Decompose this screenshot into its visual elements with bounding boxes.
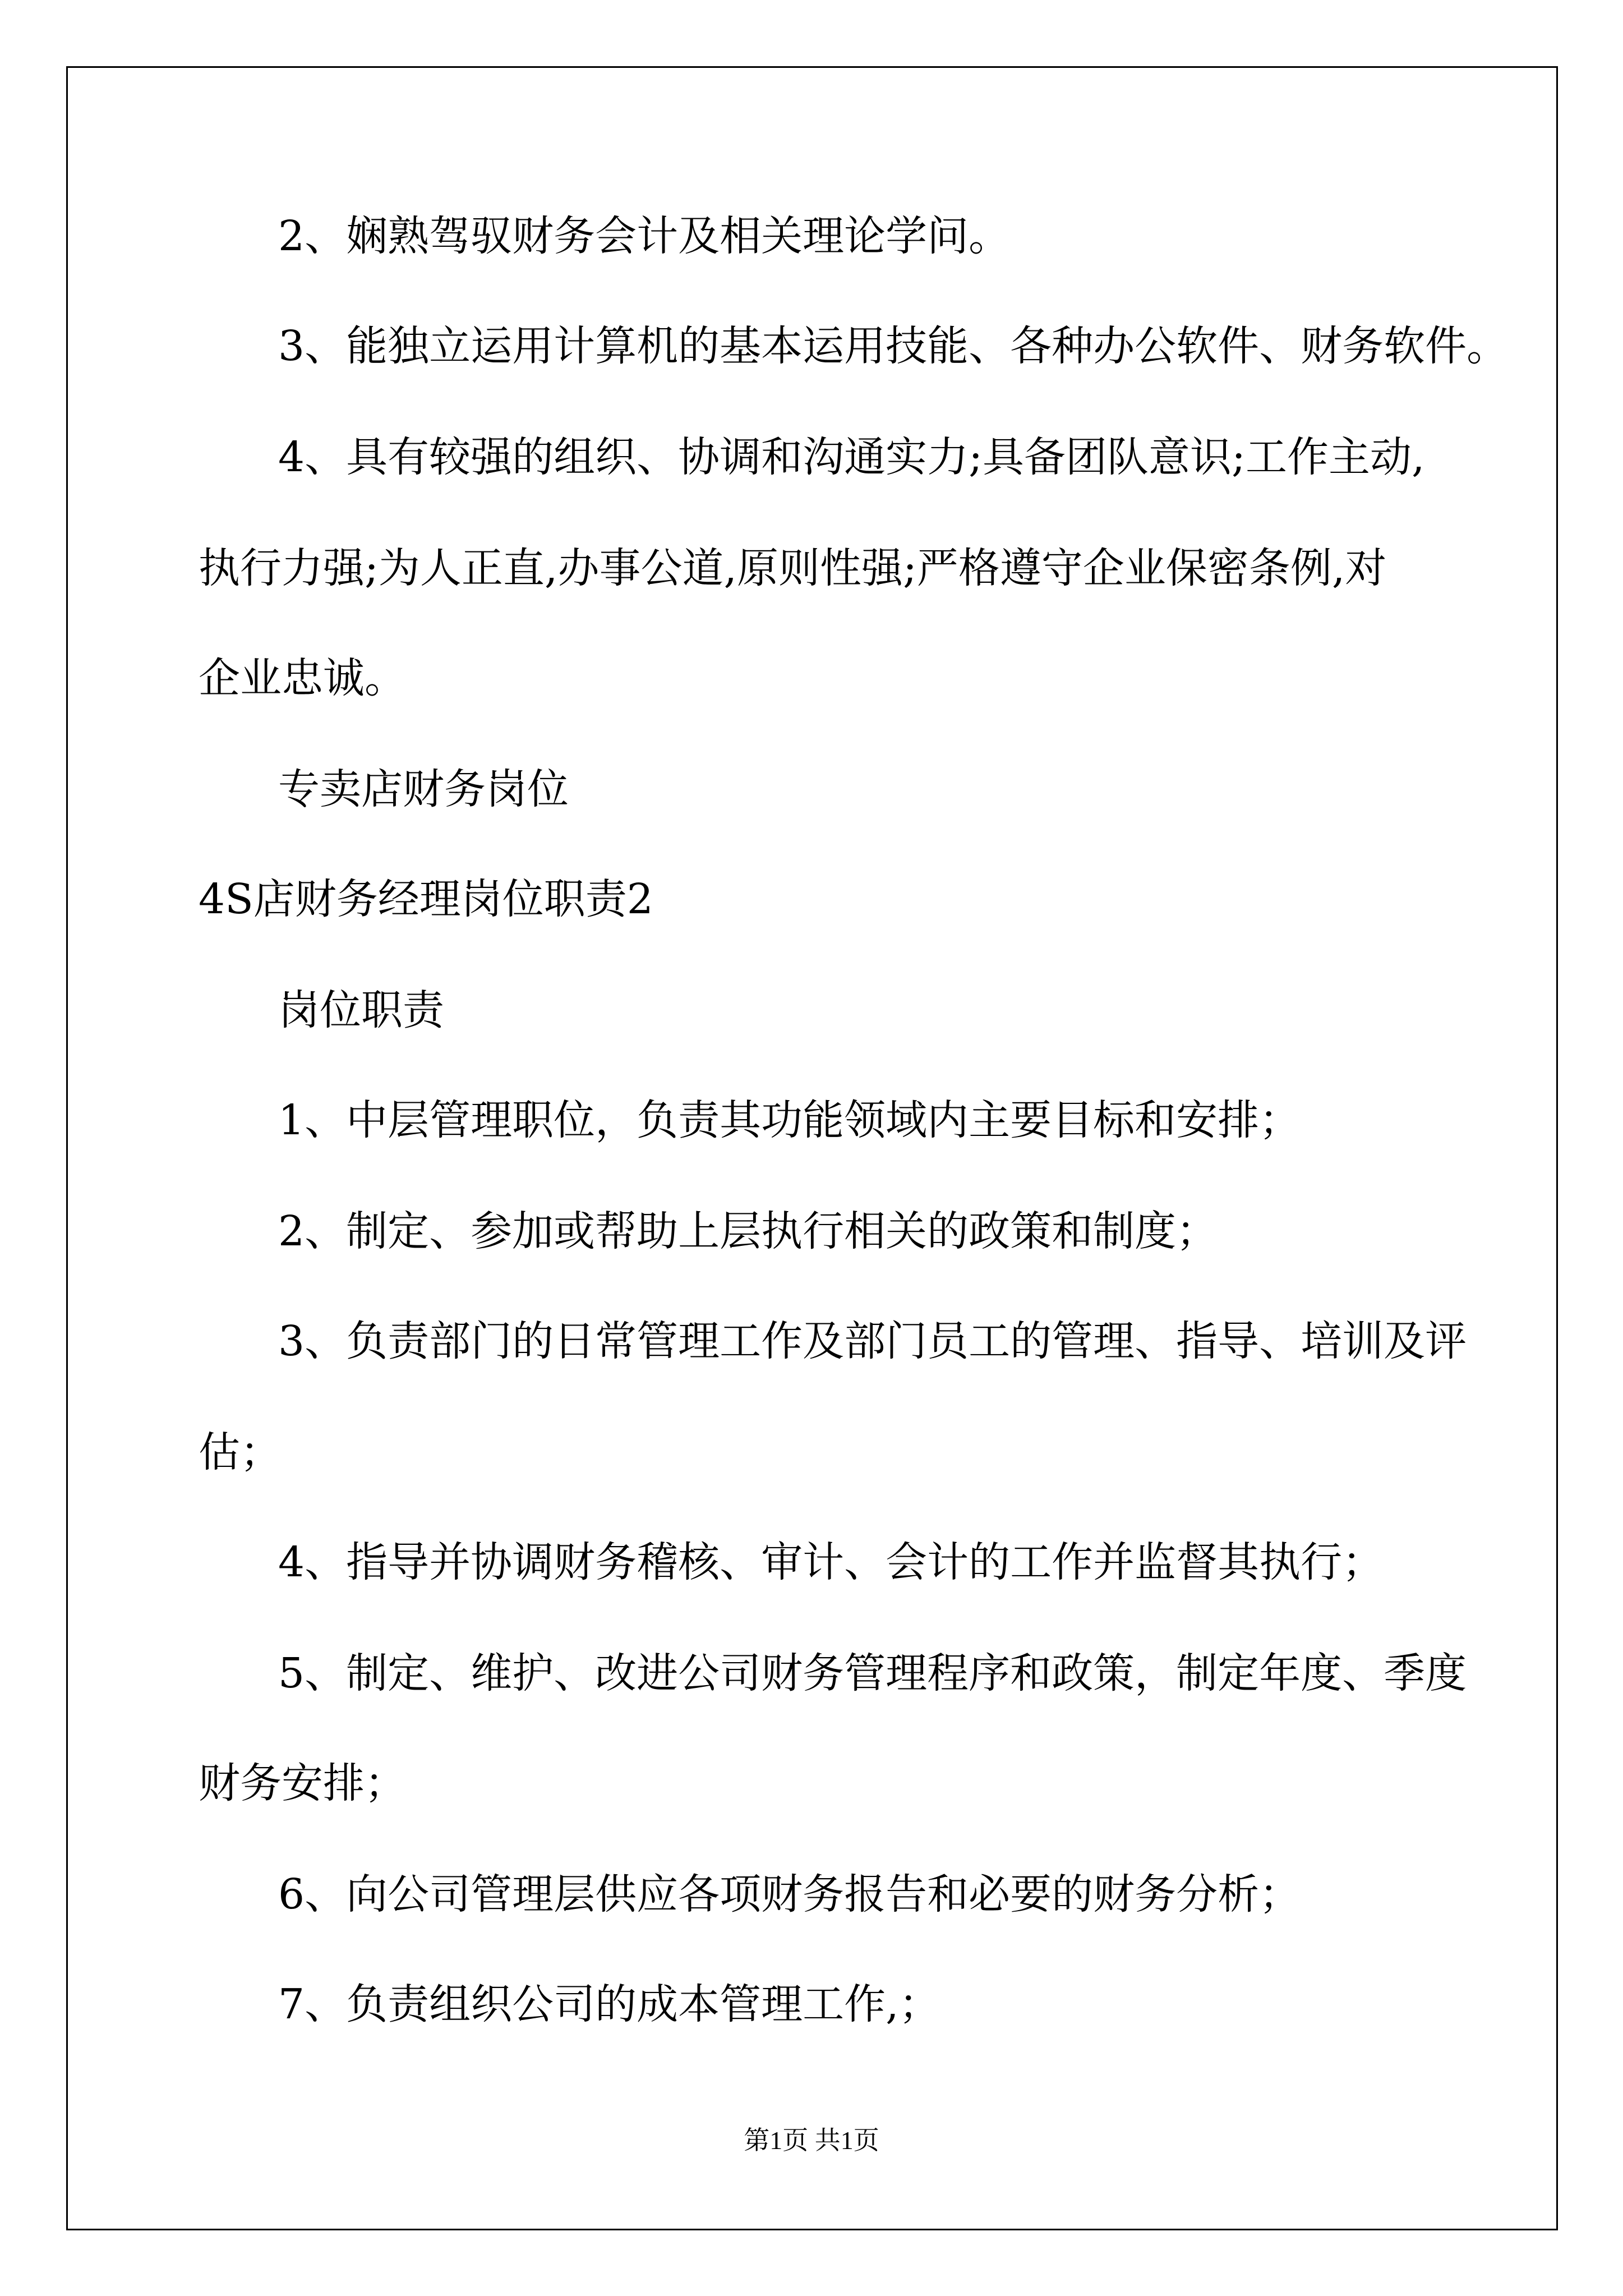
paragraph-line: 4、具有较强的组织、协调和沟通实力;具备团队意识;工作主动, <box>278 433 1425 481</box>
paragraph-line: 执行力强;为人正直,办事公道,原则性强;严格遵守企业保密条例,对 <box>199 544 1387 592</box>
section-heading: 岗位职责 <box>278 986 444 1034</box>
paragraph-line: 1、中层管理职位，负责其功能领域内主要目标和安排； <box>278 1096 1301 1144</box>
paragraph-line: 3、能独立运用计算机的基本运用技能、各种办公软件、财务软件。 <box>278 322 1509 370</box>
section-title: 4S店财务经理岗位职责2 <box>199 875 653 923</box>
paragraph-line: 估； <box>199 1428 282 1476</box>
paragraph-line: 财务安排； <box>199 1759 406 1807</box>
paragraph-line: 7、负责组织公司的成本管理工作,； <box>278 1980 940 2028</box>
paragraph-line: 5、制定、维护、改进公司财务管理程序和政策，制定年度、季度 <box>278 1649 1467 1697</box>
paragraph-line: 3、负责部门的日常管理工作及部门员工的管理、指导、培训及评 <box>278 1317 1467 1365</box>
paragraph-line: 4、指导并协调财务稽核、审计、会计的工作并监督其执行； <box>278 1538 1384 1586</box>
page-footer: 第1页 共1页 <box>744 2126 879 2155</box>
paragraph-line: 6、向公司管理层供应各项财务报告和必要的财务分析； <box>278 1870 1301 1918</box>
paragraph-line: 2、制定、参加或帮助上层执行相关的政策和制度； <box>278 1207 1218 1255</box>
section-heading: 专卖店财务岗位 <box>278 765 569 813</box>
paragraph-line: 企业忠诚。 <box>199 654 406 702</box>
paragraph-line: 2、娴熟驾驭财务会计及相关理论学问。 <box>278 212 1011 260</box>
